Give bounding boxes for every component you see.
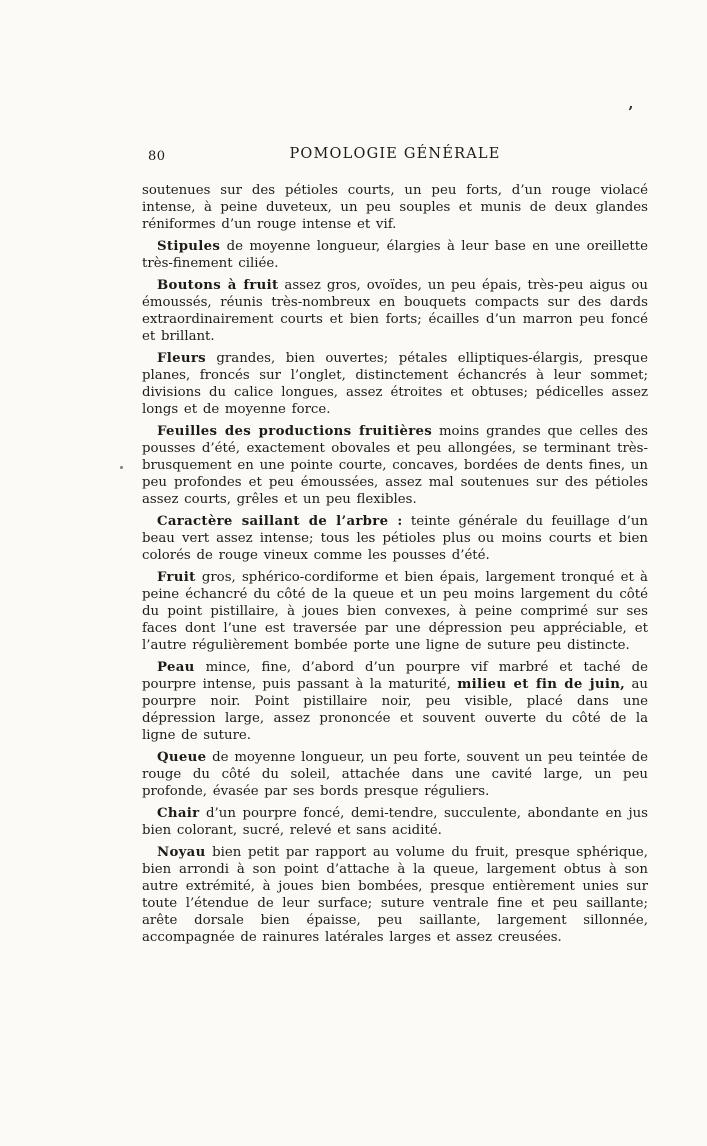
paragraph-text: assez gros, ovoïdes, un peu épais, très-peu aigus ou émoussés, réunis très-nombreux en bouquets compacts sur des dards extraordinairement courts et bien forts; écailles d’un marron peu foncé et brillant. (142, 278, 648, 344)
paragraph (142, 350, 648, 418)
paragraph-text: mince, fine, d’abord d’un pourpre vif marbré et taché de pourpre intense, puis passant à la maturité, (142, 660, 648, 692)
paragraph (142, 513, 648, 564)
paragraph-text: de moyenne longueur, élargies à leur base en une oreillette très-finement ciliée. (142, 239, 648, 271)
paragraph-text: au pourpre noir. Point pistillaire noir, peu visible, placé dans une dépression large, assez prononcée et souvent ouverte du côté de la ligne de suture. (142, 677, 648, 743)
paragraph-lead-bold: Peau (157, 660, 195, 675)
running-header-title: POMOLOGIE GÉNÉRALE (289, 146, 501, 162)
paragraph-text: gros, sphérico-cordiforme et bien épais, largement tronqué et à peine échancré du côté de la queue et un peu moins largement du côté du point pistillaire, à joues bien convexes, à peine comprimé sur ses faces dont l’une est traversée par une dépression peu appréciable, et l’autre régulièrement bombée porte une ligne de suture peu distincte. (142, 570, 648, 653)
paragraph-lead-bold: Fruit (157, 570, 196, 585)
paragraph-text: teinte générale du feuillage d’un beau vert assez intense; tous les pétioles plus ou moins courts et bien colorés de rouge vineux comme les pousses d’été. (142, 514, 648, 563)
paragraph-text: bien petit par rapport au volume du fruit, presque sphérique, bien arrondi à son point d’attache à la queue, largement obtus à son autre extrémité, à joues bien bombées, presque entièrement unies sur toute l’étendue de leur surface; suture ventrale fine et peu saillante; arête dorsale bien épaisse, peu saillante, largement sillonnée, accompagnée de rainures latérales larges et assez creusées. (142, 845, 648, 945)
paragraph-text: de moyenne longueur, un peu forte, souvent un peu teintée de rouge du côté du soleil, attachée dans une cavité large, un peu profonde, évasée par ses bords presque réguliers. (142, 750, 648, 799)
paragraph (142, 805, 648, 839)
paragraph (142, 749, 648, 800)
page-number: 80 (148, 149, 166, 164)
paragraph-lead-bold: Boutons à fruit (157, 278, 279, 293)
paragraph (142, 659, 648, 744)
paragraph-text: d’un pourpre foncé, demi-tendre, succulente, abondante en jus bien colorant, sucré, relevé et sans acidité. (142, 806, 648, 838)
paragraph-text: moins grandes que celles des pousses d’été, exactement obovales et peu allongées, se terminant très-brusquement en une pointe courte, concaves, bordées de dents fines, un peu profondes et peu émoussées, assez mal soutenues sur des pétioles assez courts, grêles et un peu flexibles. (142, 424, 648, 507)
page-header (142, 146, 648, 166)
paragraph-text: soutenues sur des pétioles courts, un peu forts, d’un rouge violacé intense, à peine duveteux, un peu souples et munis de deux glandes réniformes d’un rouge intense et vif. (142, 183, 648, 232)
paragraph (142, 238, 648, 272)
paragraph (142, 844, 648, 946)
paragraph-lead-bold: milieu et fin de juin, (457, 677, 626, 692)
page-body (142, 182, 648, 946)
paragraph-lead-bold: Feuilles des productions fruitières (157, 424, 433, 439)
paragraph (142, 277, 648, 345)
paragraph-lead-bold: Stipules (157, 239, 221, 254)
scan-artifact-dot (120, 466, 123, 469)
paragraph-lead-bold: Fleurs (157, 351, 206, 366)
paragraph-lead-bold: Chair (157, 806, 200, 821)
paragraph-text: grandes, bien ouvertes; pétales elliptiques-élargis, presque planes, froncés sur l’onglet, distinctement échancrés à leur sommet; divisions du calice longues, assez étroites et obtuses; pédicelles assez longs et de moyenne force. (142, 351, 648, 417)
page-content (142, 146, 648, 946)
paragraph-lead-bold: Caractère saillant de l’arbre : (157, 514, 403, 529)
scan-artifact-mark: ’ (628, 103, 634, 121)
paragraph-lead-bold: Queue (157, 750, 207, 765)
paragraph-lead-bold: Noyau (157, 845, 206, 860)
paragraph (142, 423, 648, 508)
paragraph (142, 182, 648, 233)
paragraph (142, 569, 648, 654)
